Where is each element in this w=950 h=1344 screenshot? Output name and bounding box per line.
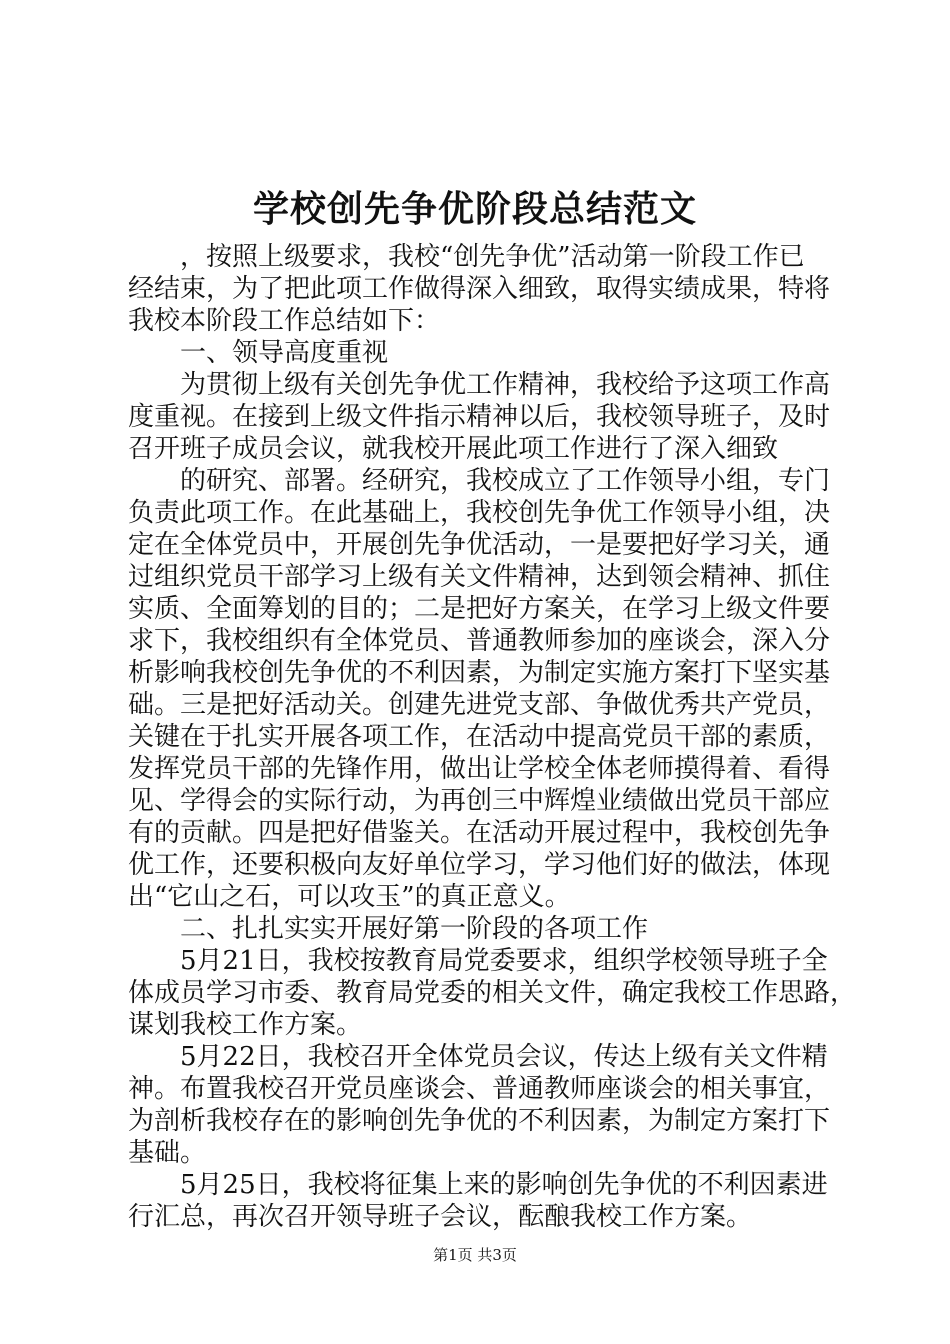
body-line: 谋划我校工作方案。 [128, 1010, 363, 1040]
body-line: 定在全体党员中，开展创先争优活动，一是要把好学习关，通 [128, 530, 831, 560]
body-line: 关键在于扎实开展各项工作，在活动中提高党员干部的素质， [128, 722, 831, 752]
body-line: 有的贡献。四是把好借鉴关。在活动开展过程中，我校创先争 [128, 818, 831, 848]
body-line: 经结束，为了把此项工作做得深入细致，取得实绩成果，特将 [128, 274, 831, 304]
body-line: 础。三是把好活动关。创建先进党支部、争做优秀共产党员， [128, 690, 831, 720]
body-line: 优工作，还要积极向友好单位学习，学习他们好的做法，体现 [128, 850, 831, 880]
body-line: 5月21日，我校按教育局党委要求，组织学校领导班子全 [180, 946, 828, 976]
body-line: 实质、全面筹划的目的；二是把好方案关，在学习上级文件要 [128, 594, 831, 624]
body-line: 基础。 [128, 1138, 207, 1168]
document-body [128, 241, 857, 1233]
document-title: 学校创先争优阶段总结范文 [252, 188, 697, 230]
body-line: 负责此项工作。在此基础上，我校创先争优工作领导小组，决 [128, 498, 831, 528]
body-line: 行汇总，再次召开领导班子会议，酝酿我校工作方案。 [128, 1202, 753, 1232]
page-footer: 第1页 共3页 [433, 1246, 517, 1264]
body-line: 的研究、部署。经研究，我校成立了工作领导小组，专门 [180, 466, 831, 496]
body-line: 为剖析我校存在的影响创先争优的不利因素，为制定方案打下 [128, 1106, 831, 1136]
body-line: 二、扎扎实实开展好第一阶段的各项工作 [180, 914, 649, 944]
body-line: 过组织党员干部学习上级有关文件精神，达到领会精神、抓住 [128, 562, 831, 592]
body-line: 5月25日，我校将征集上来的影响创先争优的不利因素进 [180, 1170, 828, 1200]
body-line: 体成员学习市委、教育局党委的相关文件，确定我校工作思路， [128, 978, 857, 1008]
body-line: 召开班子成员会议，就我校开展此项工作进行了深入细致 [128, 434, 779, 464]
body-line: ，按照上级要求，我校“创先争优”活动第一阶段工作已 [180, 242, 805, 272]
body-line: 求下，我校组织有全体党员、普通教师参加的座谈会，深入分 [128, 626, 831, 656]
body-line: 神。布置我校召开党员座谈会、普通教师座谈会的相关事宜， [128, 1074, 831, 1104]
body-line: 一、领导高度重视 [180, 338, 389, 368]
body-line: 度重视。在接到上级文件指示精神以后，我校领导班子，及时 [128, 402, 831, 432]
body-line: 出“它山之石，可以攻玉”的真正意义。 [128, 882, 571, 912]
body-line: 见、学得会的实际行动，为再创三中辉煌业绩做出党员干部应 [128, 786, 831, 816]
body-line: 发挥党员干部的先锋作用，做出让学校全体老师摸得着、看得 [128, 754, 831, 784]
body-line: 5月22日，我校召开全体党员会议，传达上级有关文件精 [180, 1042, 828, 1072]
body-line: 析影响我校创先争优的不利因素，为制定实施方案打下坚实基 [128, 658, 831, 688]
body-line: 为贯彻上级有关创先争优工作精神，我校给予这项工作高 [180, 370, 831, 400]
body-line: 我校本阶段工作总结如下： [128, 306, 441, 336]
